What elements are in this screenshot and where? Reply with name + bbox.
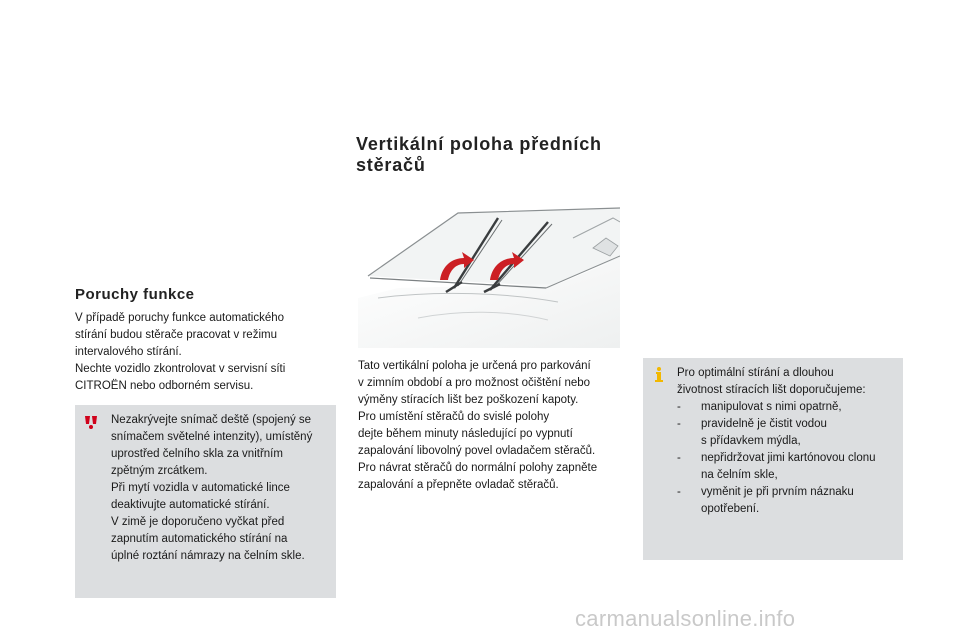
section-heading-malfunction: Poruchy funkce xyxy=(75,286,195,303)
text-line: Nechte vozidlo zkontrolovat v servisní síti xyxy=(75,363,286,375)
text-line: zapalování a přepněte ovladač stěračů. xyxy=(358,479,559,491)
list-item xyxy=(677,399,899,416)
list-item-text xyxy=(701,399,842,416)
list-dash: - xyxy=(677,486,681,498)
list-item xyxy=(677,416,899,450)
text-line: zapalování libovolný povel ovladačem stěračů. xyxy=(358,445,596,457)
text-line: Pro optimální stírání a dlouhou xyxy=(677,367,834,379)
text-line: snímačem světelné intenzity), umístěný xyxy=(111,431,313,443)
list-item xyxy=(677,484,899,518)
text-line: Pro návrat stěračů do normální polohy zapněte xyxy=(358,462,598,474)
list-item-text xyxy=(701,484,854,518)
section-heading-vertical-position xyxy=(356,134,636,176)
text-line: pravidelně je čistit vodou xyxy=(701,418,827,430)
vertical-position-paragraph xyxy=(358,358,628,494)
text-line: stírání budou stěrače pracovat v režimu xyxy=(75,329,277,341)
text-line: životnost stíracích lišt doporučujeme: xyxy=(677,384,866,396)
malfunction-paragraph xyxy=(75,310,325,395)
list-dash: - xyxy=(677,452,681,464)
list-dash: - xyxy=(677,401,681,413)
list-item-text xyxy=(701,416,827,450)
watermark: carmanualsonline.info xyxy=(575,606,796,631)
warning-box xyxy=(75,405,336,598)
text-line: dejte během minuty následující po vypnutí xyxy=(358,428,573,440)
text-line: s přídavkem mýdla, xyxy=(701,435,801,447)
heading-line: stěračů xyxy=(356,155,426,175)
text-line: deaktivujte automatické stírání. xyxy=(111,499,270,511)
text-line: uprostřed čelního skla za vnitřním xyxy=(111,448,283,460)
text-line: vyměnit je při prvním náznaku xyxy=(701,486,854,498)
wiper-illustration xyxy=(358,198,620,348)
text-line: zpětným zrcátkem. xyxy=(111,465,208,477)
text-line: zapnutím automatického stírání na xyxy=(111,533,288,545)
text-line: V zimě je doporučeno vyčkat před xyxy=(111,516,285,528)
text-line: V případě poruchy funkce automatického xyxy=(75,312,285,324)
text-line: na čelním skle, xyxy=(701,469,778,481)
text-line: manipulovat s nimi opatrně, xyxy=(701,401,842,413)
recommendation-list xyxy=(677,399,899,518)
text-line: úplné roztání námrazy na čelním skle. xyxy=(111,550,305,562)
text-line: Pro umístění stěračů do svislé polohy xyxy=(358,411,550,423)
text-line: Tato vertikální poloha je určená pro parkování xyxy=(358,360,591,372)
info-intro xyxy=(677,365,897,399)
text-line: Nezakrývejte snímač deště (spojený se xyxy=(111,414,312,426)
text-line: výměny stíracích lišt bez poškození kapoty. xyxy=(358,394,579,406)
heading-line: Vertikální poloha předních xyxy=(356,134,602,154)
info-box xyxy=(643,358,903,560)
text-line: Při mytí vozidla v automatické lince xyxy=(111,482,290,494)
warning-text xyxy=(111,412,331,565)
text-line: v zimním období a pro možnost očištění nebo xyxy=(358,377,591,389)
list-item xyxy=(677,450,899,484)
info-icon xyxy=(651,366,667,382)
list-item-text xyxy=(701,450,876,484)
text-line: intervalového stírání. xyxy=(75,346,182,358)
list-dash: - xyxy=(677,418,681,430)
text-line: CITROËN nebo odborném servisu. xyxy=(75,380,254,392)
text-line: nepřidržovat jimi kartónovou clonu xyxy=(701,452,876,464)
exclamation-icon xyxy=(83,413,99,429)
text-line: opotřebení. xyxy=(701,503,760,515)
